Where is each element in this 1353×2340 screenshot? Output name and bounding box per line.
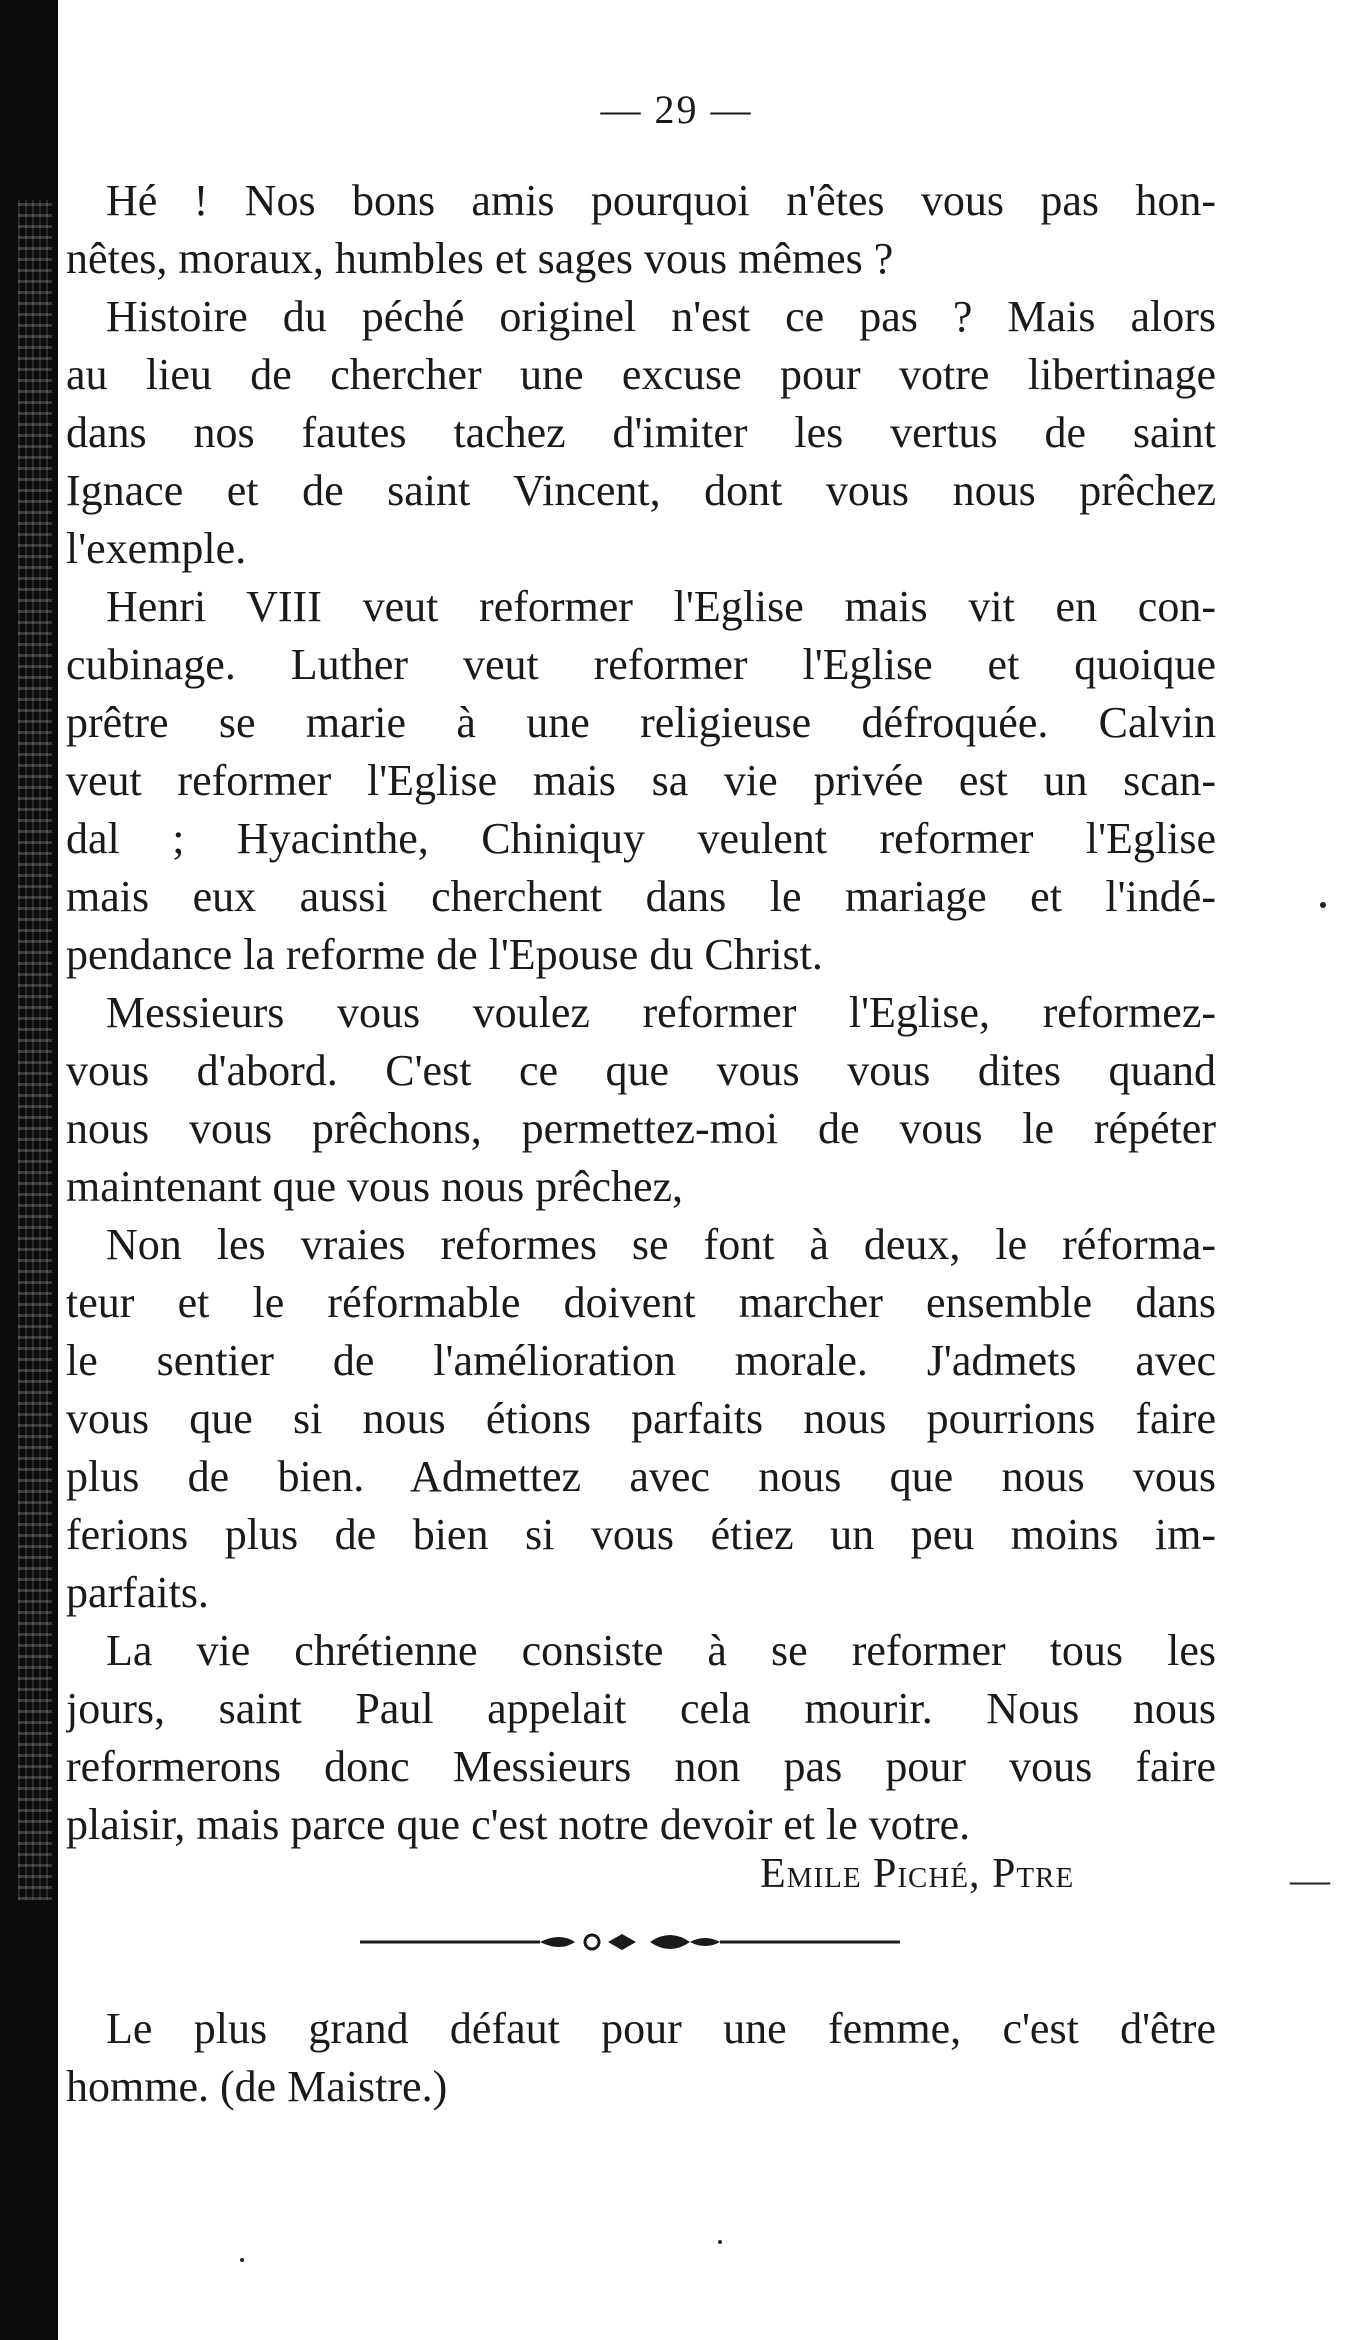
text-line: La vie chrétienne consiste à se reformer tous les	[106, 1626, 1216, 1675]
text-line: ferions plus de bien si vous étiez un peu moins im-	[66, 1510, 1216, 1559]
print-speck	[1320, 902, 1326, 908]
print-speck	[240, 2258, 244, 2262]
text-line: vous que si nous étions parfaits nous pourrions faire	[66, 1394, 1216, 1443]
text-line: Non les vraies reformes se font à deux, le réforma-	[106, 1220, 1216, 1269]
closing-quote	[66, 2000, 1216, 2116]
text-line: veut reformer l'Eglise mais sa vie privée est un scan-	[66, 756, 1216, 805]
text-line: le sentier de l'amélioration morale. J'admets avec	[66, 1336, 1216, 1385]
text-line: plus de bien. Admettez avec nous que nous vous	[66, 1452, 1216, 1501]
text-line: Hé ! Nos bons amis pourquoi n'êtes vous pas hon-	[106, 176, 1216, 225]
text-line: reformerons donc Messieurs non pas pour vous faire	[66, 1742, 1216, 1791]
text-line: prêtre se marie à une religieuse défroquée. Calvin	[66, 698, 1216, 747]
text-line: dal ; Hyacinthe, Chiniquy veulent reformer l'Eglise	[66, 814, 1216, 863]
text-line: dans nos fautes tachez d'imiter les vertus de saint	[66, 408, 1216, 457]
text-line: vous d'abord. C'est ce que vous vous dites quand	[66, 1046, 1216, 1095]
text-line: nous vous prêchons, permettez-moi de vous le répéter	[66, 1104, 1216, 1153]
quote-line: Le plus grand défaut pour une femme, c'est d'être	[106, 2004, 1216, 2053]
text-line: Messieurs vous voulez reformer l'Eglise, reformez-	[106, 988, 1216, 1037]
binding-texture	[18, 200, 52, 1900]
author-signature: Emile Piché, Ptre	[760, 1851, 1075, 1897]
text-line: cubinage. Luther veut reformer l'Eglise et quoique	[66, 640, 1216, 689]
text-line: jours, saint Paul appelait cela mourir. Nous nous	[66, 1684, 1216, 1733]
text-line: au lieu de chercher une excuse pour votre libertinage	[66, 350, 1216, 399]
text-line: teur et le réformable doivent marcher ensemble dans	[66, 1278, 1216, 1327]
text-line: Henri VIII veut reformer l'Eglise mais vit en con-	[106, 582, 1216, 631]
margin-dash: —	[1290, 1857, 1330, 1902]
text-line: parfaits.	[66, 1568, 209, 1617]
text-line: Ignace et de saint Vincent, dont vous nous prêchez	[66, 466, 1216, 515]
page-number: — 29 —	[600, 87, 753, 132]
quote-line: homme. (de Maistre.)	[66, 2062, 448, 2111]
print-speck	[718, 2240, 722, 2244]
text-line: pendance la reforme de l'Epouse du Christ.	[66, 930, 823, 979]
body-text	[66, 172, 1216, 1854]
text-line: maintenant que vous nous prêchez,	[66, 1162, 684, 1211]
text-line: nêtes, moraux, humbles et sages vous mêmes ?	[66, 234, 894, 283]
ornament-divider	[360, 1922, 900, 1962]
text-line: Histoire du péché originel n'est ce pas ? Mais alors	[106, 292, 1216, 341]
text-line: mais eux aussi cherchent dans le mariage et l'indé-	[66, 872, 1216, 921]
text-line: plaisir, mais parce que c'est notre devoir et le votre.	[66, 1800, 971, 1849]
text-line: l'exemple.	[66, 524, 247, 573]
